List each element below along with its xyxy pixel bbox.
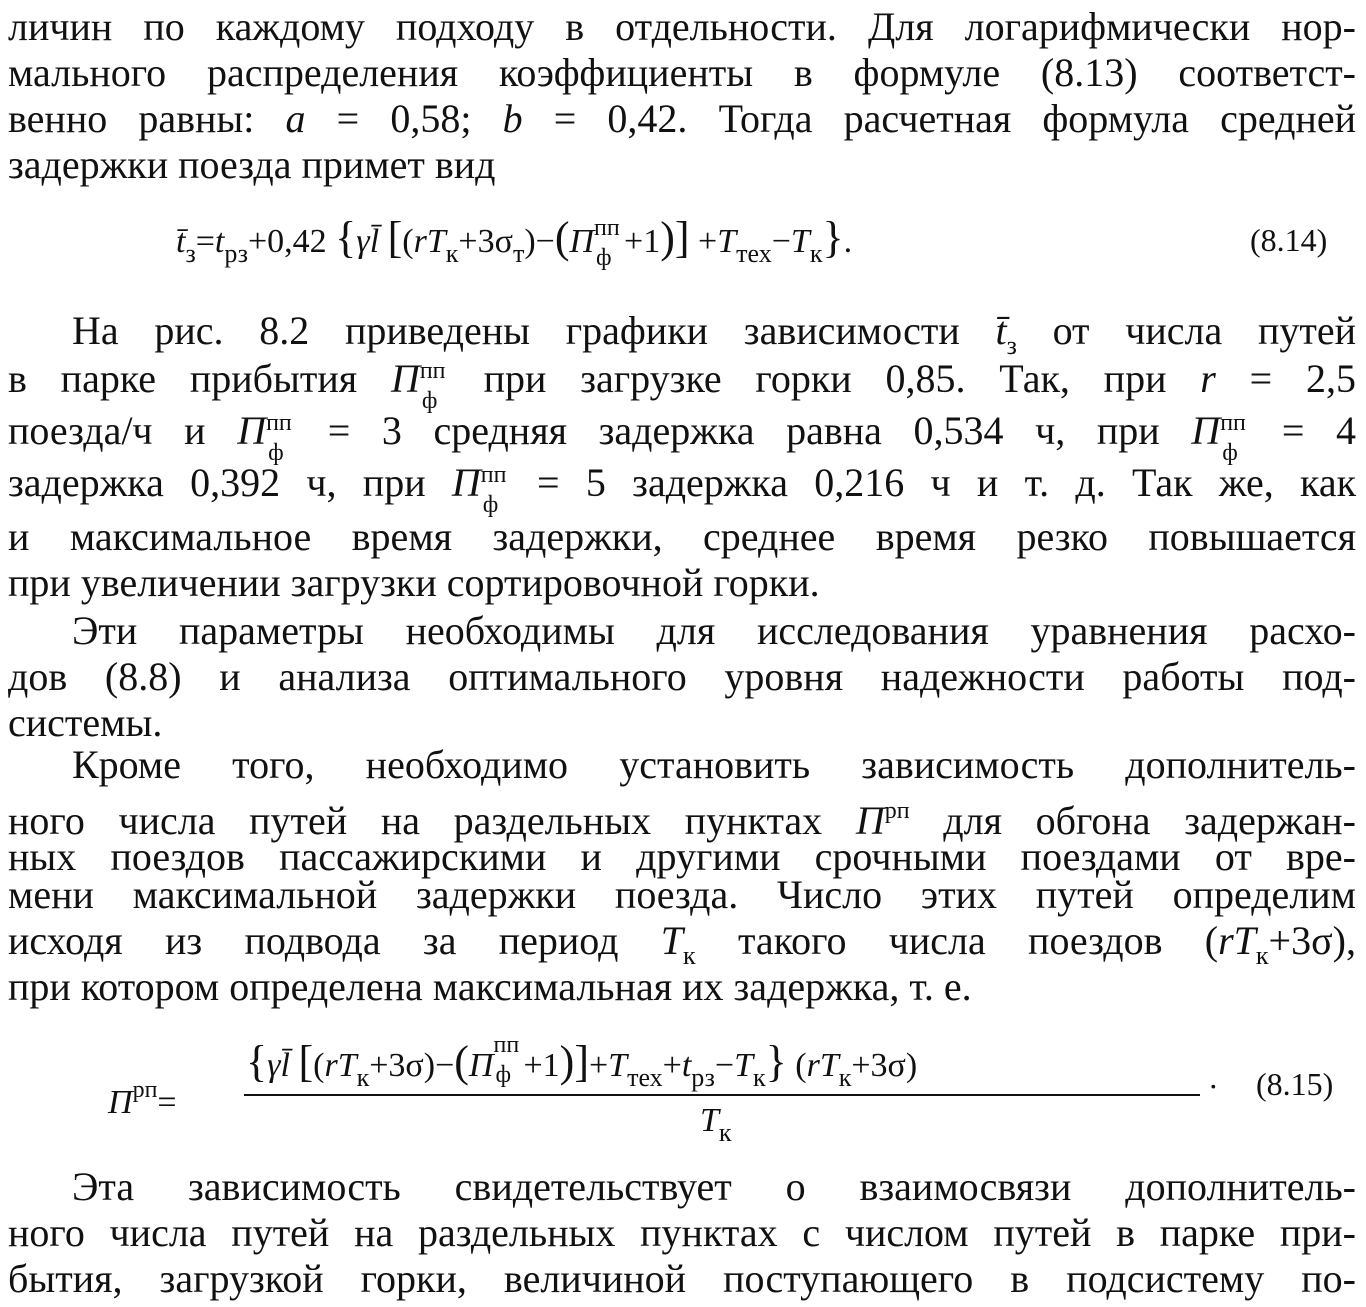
text-line: венно равны: a = 0,58; b = 0,42. Тогда расчетная формула средней	[8, 96, 1357, 141]
text-line: поезда/ч и П пп ф = 3 средняя задержка равна 0,534 ч, при П пп ф = 4	[8, 408, 1356, 466]
text-line: ных поездов пассажирскими и другими срочными поездами от вре-	[8, 834, 1356, 879]
text-line: ного числа путей на раздельных пунктах $П^{рп}$ для обгона задержан-	[8, 798, 1356, 843]
text-line: в парке прибытия П пп ф при загрузке горки 0,85. Так, при r = 2,5	[8, 356, 1356, 414]
text-line: при увеличении загрузки сортировочной горки.	[8, 560, 820, 605]
text-line: исходя из подвода за период $T_к$ такого числа поездов $(rT_к+3\sigma)$,	[8, 918, 1356, 970]
text-line: при котором определена максимальная их задержка, т. е.	[8, 964, 972, 1009]
text-line: дов (8.8) и анализа оптимального уровня надежности работы под-	[8, 654, 1356, 699]
text-line: Эта зависимость свидетельствует о взаимосвязи дополнитель-	[72, 1164, 1356, 1209]
formula-8-15-lhs: $П^{рп}=$	[108, 1077, 177, 1121]
formula-8-15-numerator: {γl̄ [$(rT_к+3\sigma)-(П$ пп ф $+1)]+T_{тех}+t_{рз}-T_к$} $(rT_к+3\sigma)$	[246, 1032, 918, 1092]
text-line: Кроме того, необходимо установить зависимость дополнитель-	[72, 742, 1356, 787]
text-line: бытия, загрузкой горки, величиной поступающего в подсистему по-	[8, 1256, 1356, 1301]
text-line: задержки поезда примет вид	[8, 142, 496, 187]
text-line: задержка 0,392 ч, при П пп ф = 5 задержка 0,216 ч и т. д. Так же, как	[8, 460, 1357, 518]
text-line: и максимальное время задержки, среднее время резко повышается	[8, 514, 1356, 559]
text-line: мального распределения коэффициенты в формуле (8.13) соответст-	[8, 50, 1356, 95]
equation-dot: ·	[1208, 1068, 1219, 1104]
formula-8-15-denominator: $T_к$	[700, 1102, 732, 1147]
text-line: ного числа путей на раздельных пунктах с числом путей в парке при-	[8, 1210, 1356, 1255]
text-line: Эти параметры необходимы для исследования уравнения расхо-	[72, 608, 1356, 653]
fraction-bar	[244, 1094, 1200, 1096]
formula-8-14: $t̄_з=t_{рз}+0,42$ {γl̄ [$(rT_к+3\sigma_т)-(П$ пп ф $+1)] +T_{тех}-T_к$}.	[176, 213, 853, 271]
text-line: личин по каждому подходу в отдельности. Для логарифмически нор-	[8, 4, 1356, 49]
text-line: мени максимальной задержки поезда. Число этих путей определим	[8, 872, 1356, 917]
equation-number: (8.14)	[1250, 222, 1328, 258]
text-line: На рис. 8.2 приведены графики зависимости $t̄_з$ от числа путей	[72, 308, 1356, 360]
equation-number: (8.15)	[1256, 1066, 1334, 1102]
text-line: системы.	[8, 700, 163, 745]
